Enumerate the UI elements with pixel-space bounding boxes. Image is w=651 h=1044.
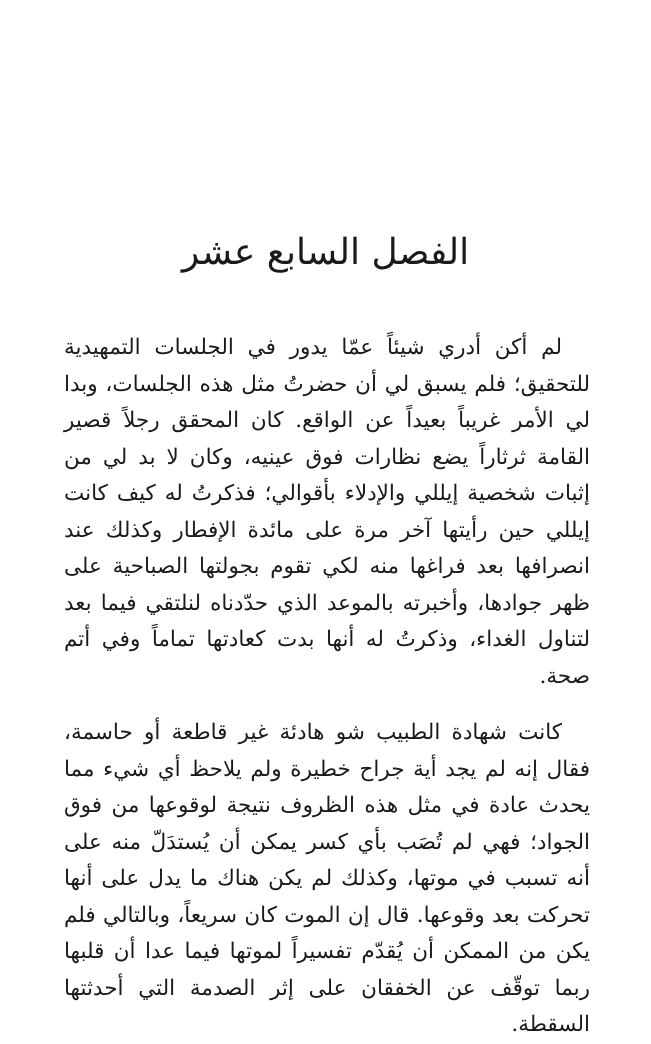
paragraph-1: لم أكن أدري شيئاً عمّا يدور في الجلسات التمهيدية للتحقيق؛ فلم يسبق لي أن حضرتُ مثل هذه الجلسات، وبدا لي الأمر غريباً بعيداً عن الواقع. كان المحقق رجلاً قصير القامة ثرثاراً يضع نظارات فوق عينيه، وكان لا بد لي من إثبات شخصية إيللي والإدلاء بأقوالي؛ فذكرتُ له كيف كانت إيللي حين رأيتها آخر مرة على مائدة الإفطار وكذلك عند انصرافها بعد فراغها منه لكي تقوم بجولتها الصباحية على ظهر جوادها، وأخبرته بالموعد الذي حدّدناه لنلتقي فيما بعد لتناول الغداء، وذكرتُ له أنها بدت كعادتها تماماً وفي أتم صحة. [64, 335, 590, 689]
chapter-title: الفصل السابع عشر [181, 232, 470, 273]
chapter-body [64, 330, 590, 1044]
paragraph-2: كانت شهادة الطبيب شو هادئة غير قاطعة أو حاسمة، فقال إنه لم يجد أية جراح خطيرة ولم يلاحظ أي شيء مما يحدث عادة في مثل هذه الظروف نتيجة لوقوعها من فوق الجواد؛ فهي لم تُصَب بأي كسر يمكن أن يُستدَلّ منه على أنه تسبب في موتها، وكذلك لم يكن هناك ما يدل على أنها تحركت بعد وقوعها. قال إن الموت كان سريعاً، وبالتالي فلم يكن من الممكن أن يُقدّم تفسيراً لموتها فيما عدا أن قلبها ربما توقّف عن الخفقان على إثر الصدمة التي أحدثتها السقطة. [64, 720, 590, 1037]
